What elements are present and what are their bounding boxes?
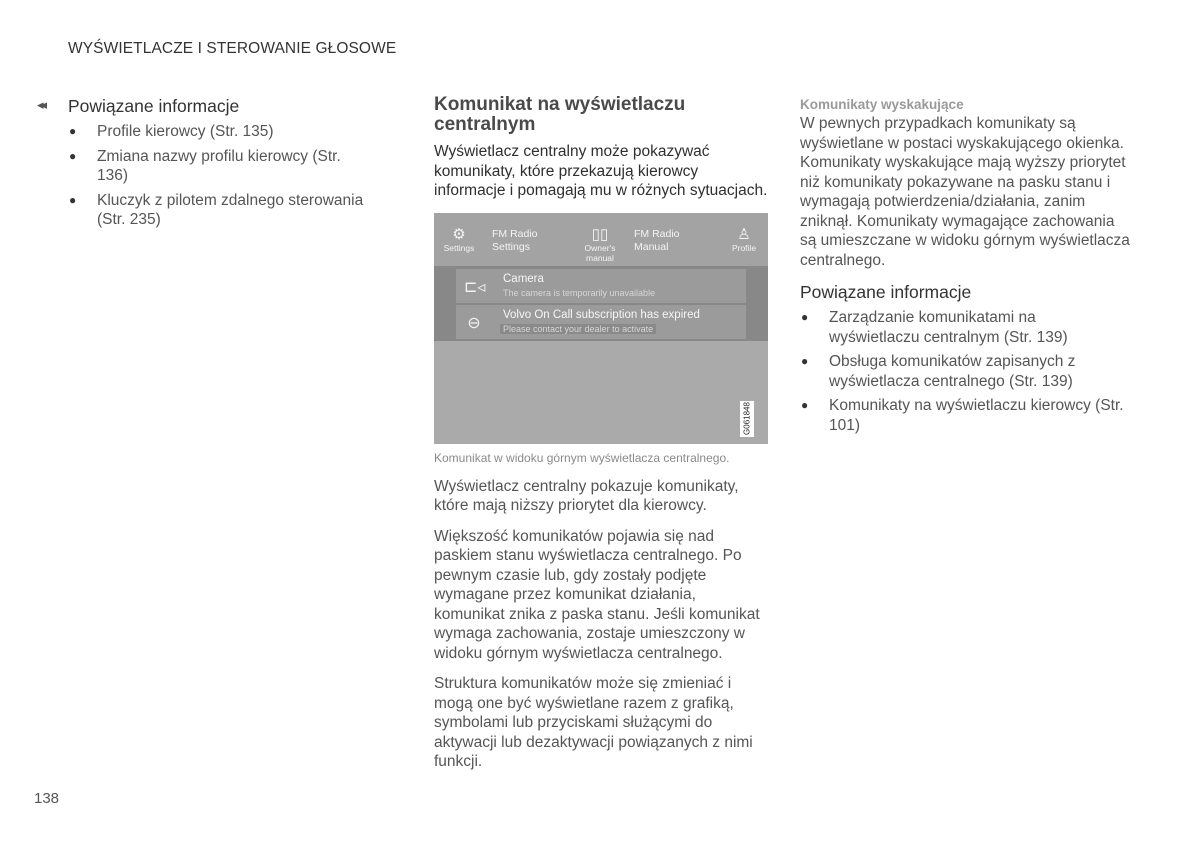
bullet-icon: ● <box>801 310 809 324</box>
back-double-arrow-icon[interactable]: ◂◂ <box>37 97 45 112</box>
figure-code: G061848 <box>740 401 754 437</box>
related-link[interactable]: ● Komunikaty na wyświetlaczu kierowcy (Str. 101) <box>801 397 1124 434</box>
related-links-list <box>68 122 368 230</box>
page-number: 138 <box>34 790 60 807</box>
bullet-icon: ● <box>69 148 77 163</box>
related-link[interactable]: ● Kluczyk z pilotem zdalnego sterowania (Str. 235) <box>69 191 364 228</box>
fm-radio-manual-tile: FM Radio Manual <box>634 227 680 253</box>
related-link[interactable]: ● Obsługa komunikatów zapisanych z wyświetlacza centralnego (Str. 139) <box>801 353 1076 390</box>
body-paragraph: Wyświetlacz centralny pokazuje komunikaty, które mają niższy priorytet dla kierowcy. <box>434 477 739 514</box>
bullet-icon: ● <box>69 124 77 138</box>
gear-icon: ⚙ <box>452 225 466 243</box>
related-info-left <box>68 96 368 230</box>
related-info-heading: Powiązane informacje <box>800 282 972 302</box>
bullet-icon: ● <box>801 354 809 368</box>
fm-radio-settings-tile: FM Radio Settings <box>492 227 538 253</box>
related-link[interactable]: ● Zarządzanie komunikatami na wyświetlaczu centralnym (Str. 139) <box>801 309 1068 346</box>
volvo-icon: ⊖ <box>467 314 481 332</box>
notification-camera: ⊏◃ Camera The camera is temporarily unavailable <box>456 269 746 303</box>
notification-panel <box>434 266 768 341</box>
page-header: WYŚWIETLACZE I STEROWANIE GŁOSOWE <box>68 40 397 57</box>
profile-tile: ♙ Profile <box>728 225 760 253</box>
related-link[interactable]: ● Profile kierowcy (Str. 135) <box>69 123 274 140</box>
bullet-icon: ● <box>801 398 809 412</box>
section-intro: Wyświetlacz centralny może pokazywać komunikaty, które przekazują kierowcy informacje i pomagają mu w różnych sytuacjach. <box>434 143 768 199</box>
related-info-heading: Powiązane informacje <box>68 96 240 116</box>
book-icon: ▯▯ <box>591 225 609 243</box>
body-paragraph: Struktura komunikatów może się zmieniać i mogą one być wyświetlane razem z grafiką, symbolami lub przyciskami służącymi do aktywacji lub dezaktywacji powiązanych z nimi funkcji. <box>434 675 753 770</box>
center-display-figure <box>434 213 768 444</box>
camera-icon: ⊏◃ <box>464 278 486 296</box>
profile-icon: ♙ <box>737 225 751 243</box>
section-title: Komunikat na wyświetlaczu centralnym <box>434 94 686 135</box>
popup-subheading: Komunikaty wyskakujące <box>800 97 964 112</box>
main-section <box>434 95 768 783</box>
popup-paragraph: W pewnych przypadkach komunikaty są wyświetlane w postaci wyskakującego okienka. Komunikaty wyskakujące mają wyższy priorytet niż komunikaty pokazywane na pasku stanu i wymagają potwierdzenia/działania, zanim zniknął. Komunikaty wymagające zachowania są umieszczane w widoku górnym wyświetlacza centralnego. <box>800 115 1130 269</box>
settings-tile: ⚙ Settings <box>443 225 475 253</box>
popup-section <box>800 97 1130 435</box>
owners-manual-tile: ▯▯ Owner's manual <box>582 225 618 263</box>
related-links-list <box>800 308 1130 435</box>
related-link[interactable]: ● Zmiana nazwy profilu kierowcy (Str. 136) <box>69 147 341 184</box>
bullet-icon: ● <box>69 192 77 207</box>
display-top-bar <box>434 213 768 266</box>
body-paragraph: Większość komunikatów pojawia się nad paskiem stanu wyświetlacza centralnego. Po pewnym czasie lub, gdy zostały podjęte wymagane przez komunikat działania, komunikat znika z paska stanu. Jeśli komunikat wymaga zachowania, zostaje umieszczony w widoku górnym wyświetlacza centralnego. <box>434 527 760 662</box>
figure-caption: Komunikat w widoku górnym wyświetlacza centralnego. <box>434 450 730 465</box>
notification-voc: ⊖ Volvo On Call subscription has expired Please contact your dealer to activate <box>456 305 746 339</box>
